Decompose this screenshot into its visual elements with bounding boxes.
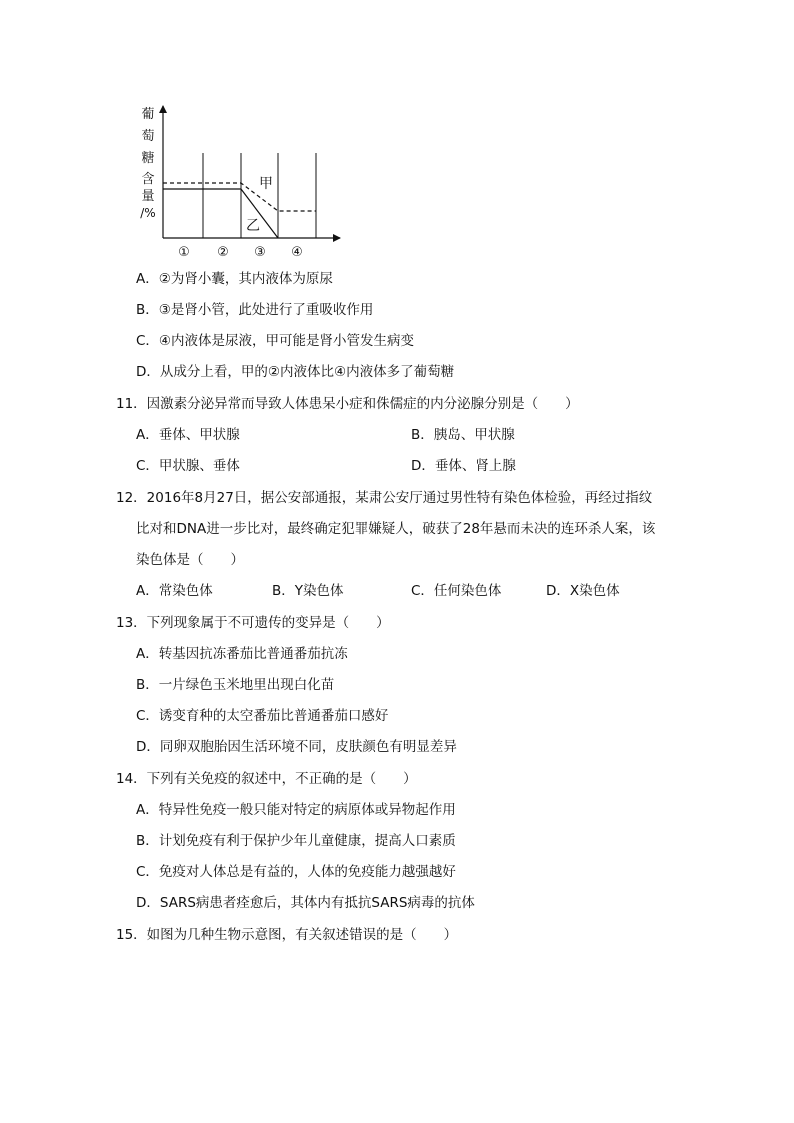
x-tick-label: ④ [291, 245, 303, 260]
q10-option-b: B．③是肾小管，此处进行了重吸收作用 [136, 302, 374, 318]
glucose-content-figure [0, 0, 794, 270]
q11-option-b: B．胰岛、甲状腺 [411, 427, 515, 443]
q10-option-c: C．④内液体是尿液，甲可能是肾小管发生病变 [136, 333, 415, 349]
q11-option-a: A．垂体、甲状腺 [136, 427, 240, 443]
q14-option-d: D．SARS病患者痊愈后，其体内有抵抗SARS病毒的抗体 [136, 895, 475, 911]
q13-option-a: A．转基因抗冻番茄比普通番茄抗冻 [136, 646, 348, 662]
q14-option-c: C．免疫对人体总是有益的，人体的免疫能力越强越好 [136, 864, 456, 880]
x-tick-label: ② [217, 245, 229, 260]
q11-option-c: C．甲状腺、垂体 [136, 458, 240, 474]
q12-stem-line1: 12．2016年8月27日，据公安部通报，某肃公安厅通过男性特有染色体检验，再经过指纹 [116, 490, 653, 506]
q10-option-a: A．②为肾小囊，其内液体为原尿 [136, 271, 333, 287]
x-tick-label: ① [178, 245, 190, 260]
q15-stem: 15．如图为几种生物示意图，有关叙述错误的是（ ） [116, 927, 458, 943]
y-axis-label-char: 葡 [141, 107, 155, 122]
q13-stem: 13．下列现象属于不可遗传的变异是（ ） [116, 615, 390, 631]
q14-option-a: A．特异性免疫一般只能对特定的病原体或异物起作用 [136, 802, 456, 818]
q13-option-d: D．同卵双胞胎因生活环境不同，皮肤颜色有明显差异 [136, 739, 457, 755]
y-axis-label-char: 含 [141, 172, 155, 187]
curve-yi [163, 189, 278, 238]
q12-option-b: B．Y染色体 [272, 583, 344, 599]
q13-option-c: C．诱变育种的太空番茄比普通番茄口感好 [136, 708, 389, 724]
q14-stem: 14．下列有关免疫的叙述中，不正确的是（ ） [116, 771, 417, 787]
q12-option-c: C．任何染色体 [411, 583, 502, 599]
q12-option-a: A．常染色体 [136, 583, 213, 599]
q12-stem-line2: 比对和DNA进一步比对，最终确定犯罪嫌疑人，破获了28年悬而未决的连环杀人案，该 [136, 521, 656, 537]
q11-stem: 11．因激素分泌异常而导致人体患呆小症和侏儒症的内分泌腺分别是（ ） [116, 396, 579, 412]
curve-label-jia: 甲 [259, 176, 273, 192]
x-tick-label: ③ [254, 245, 266, 260]
q12-option-d: D．X染色体 [546, 583, 620, 599]
q11-option-d: D．垂体、肾上腺 [411, 458, 516, 474]
y-axis-label-char: 萄 [141, 129, 155, 144]
q14-option-b: B．计划免疫有利于保护少年儿童健康，提高人口素质 [136, 833, 456, 849]
q10-option-d: D．从成分上看，甲的②内液体比④内液体多了葡萄糖 [136, 364, 455, 380]
q12-stem-line3: 染色体是（ ） [136, 552, 244, 568]
curve-jia [163, 183, 316, 211]
y-axis-label-unit: /% [140, 206, 156, 220]
q13-option-b: B．一片绿色玉米地里出现白化苗 [136, 677, 335, 693]
y-axis-label-char: 糖 [141, 151, 155, 166]
y-axis-label-char: 量 [141, 189, 155, 204]
curve-label-yi: 乙 [246, 218, 260, 234]
